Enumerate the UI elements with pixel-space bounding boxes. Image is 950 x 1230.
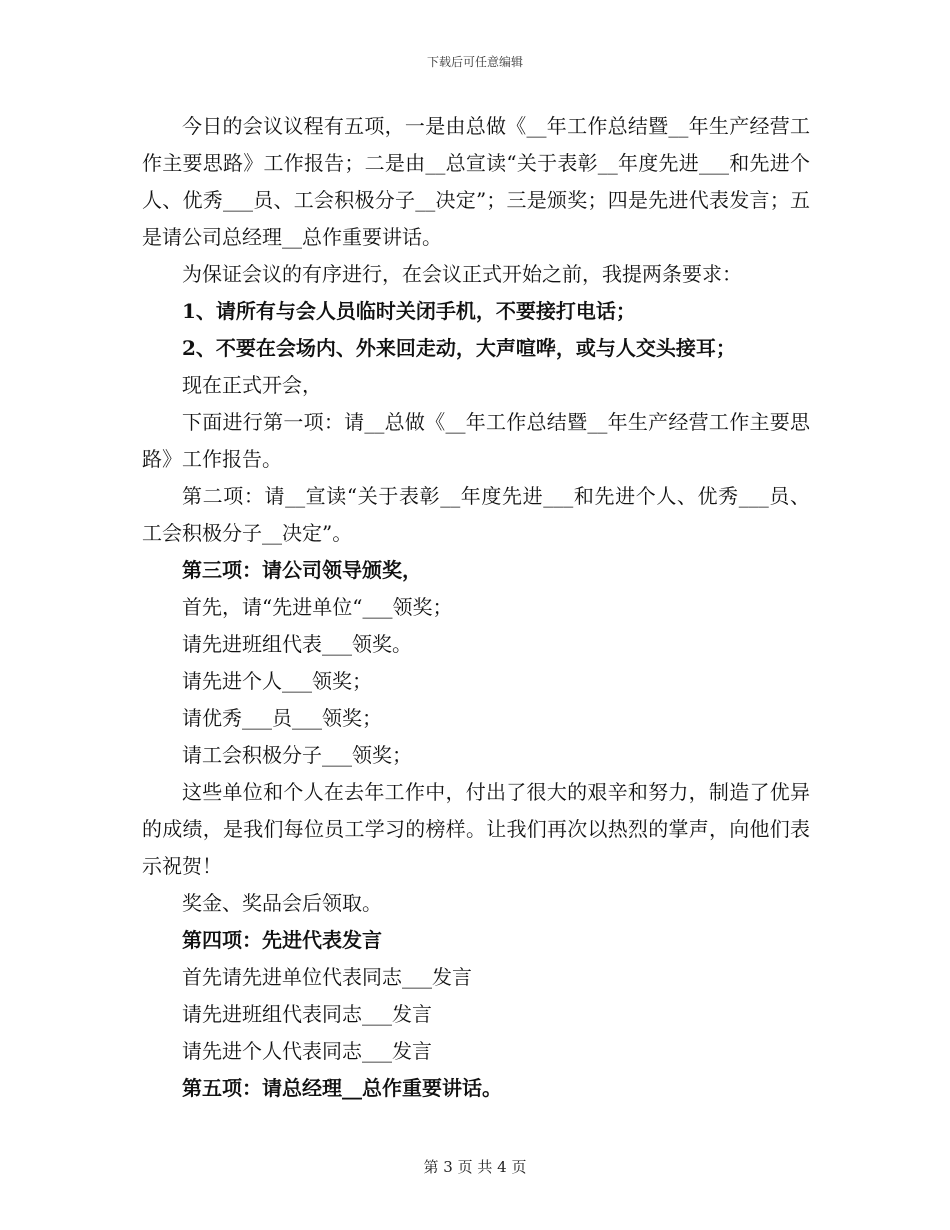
paragraph-requirement-1: 1、请所有与会人员临时关闭手机，不要接打电话； bbox=[182, 299, 636, 323]
paragraph-award-unit: 首先，请“先进单位“___领奖； bbox=[182, 595, 453, 619]
paragraph-award-union: 请工会积极分子___领奖； bbox=[182, 743, 412, 767]
paragraph-item-3-heading: 第三项：请公司领导颁奖， bbox=[182, 558, 422, 582]
paragraph-speech-team: 请先进班组代表同志___发言 bbox=[182, 1002, 432, 1026]
document-body bbox=[142, 108, 810, 1107]
paragraph-speech-individual: 请先进个人代表同志___发言 bbox=[182, 1039, 432, 1063]
paragraph-requirement-2: 2、不要在会场内、外来回走动，大声喧哗，或与人交头接耳； bbox=[182, 336, 736, 360]
paragraph-congratulations: 这些单位和个人在去年工作中，付出了很大的艰辛和努力，制造了优异的成绩，是我们每位员工学习的榜样。让我们再次以热烈的掌声，向他们表示祝贺！ bbox=[142, 780, 810, 878]
paragraph-item-1: 下面进行第一项：请__总做《__年工作总结暨__年生产经营工作主要思路》工作报告。 bbox=[142, 410, 810, 471]
paragraph-award-excellent: 请优秀___员___领奖； bbox=[182, 706, 382, 730]
paragraph-item-5-heading: 第五项：请总经理__总作重要讲话。 bbox=[182, 1076, 502, 1100]
paragraph-item-4-heading: 第四项：先进代表发言 bbox=[182, 928, 382, 952]
page-header: 下载后可任意编辑 bbox=[426, 55, 523, 69]
paragraph-speech-unit: 首先请先进单位代表同志___发言 bbox=[182, 965, 472, 989]
paragraph-award-individual: 请先进个人___领奖； bbox=[182, 669, 372, 693]
paragraph-award-team: 请先进班组代表___领奖。 bbox=[182, 632, 412, 656]
paragraph-meeting-start: 现在正式开会， bbox=[182, 373, 322, 397]
paragraph-prize-collection: 奖金、奖品会后领取。 bbox=[182, 891, 382, 915]
page-footer: 第 3 页 共 4 页 bbox=[423, 1158, 527, 1176]
paragraph-requirements-intro: 为保证会议的有序进行，在会议正式开始之前，我提两条要求： bbox=[182, 262, 742, 286]
paragraph-agenda-intro: 今日的会议议程有五项，一是由总做《__年工作总结暨__年生产经营工作主要思路》工作报告；二是由__总宣读“关于表彰__年度先进___和先进个人、优秀___员、工会积极分子__决定”；三是颁奖；四是先进代表发言；五是请公司总经理__总作重要讲话。 bbox=[142, 114, 810, 249]
paragraph-item-2: 第二项：请__宣读“关于表彰__年度先进___和先进个人、优秀___员、工会积极分子__决定”。 bbox=[142, 484, 810, 545]
